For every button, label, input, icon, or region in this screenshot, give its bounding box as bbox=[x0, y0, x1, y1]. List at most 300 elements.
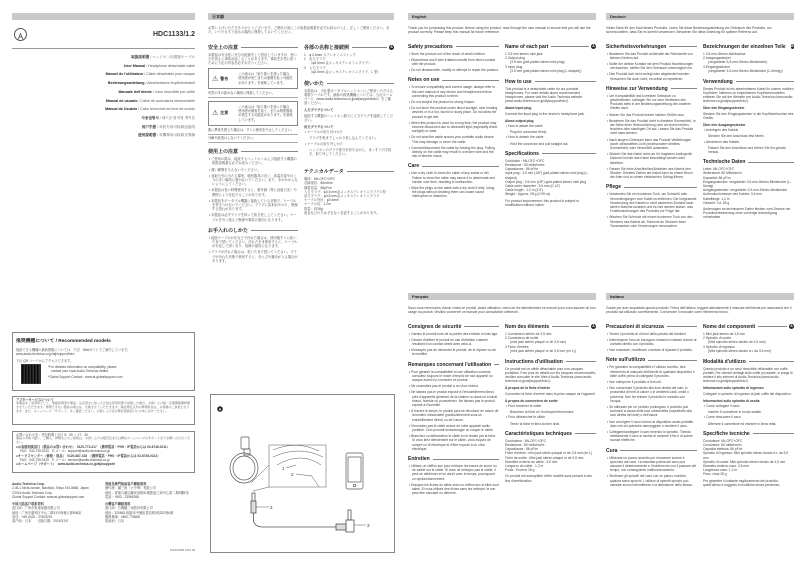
spec-line: Widerstand: 80 Milliohm/m bbox=[703, 171, 742, 176]
spec-line: ケーブル長：1.2m bbox=[304, 202, 331, 207]
manual-title-language: Manuale dell'utente bbox=[118, 89, 152, 94]
section-heading: 使用上の注意 bbox=[208, 148, 298, 155]
spec-line: 芯線抵抗：80mΩ/m bbox=[304, 181, 334, 186]
contact-line: 进口商：广州市奥速电器有限公司 bbox=[12, 506, 60, 511]
list-item: • Connect/disconnect the cable by holding the plug. Pulling directly on the cable may result in a broken wire and the risk of electric shock. bbox=[408, 146, 499, 159]
list-item: • Strofinare gli spinotti del cavo con un panno morbido, qualora siano sporchi. L'utilizzo di spinotti sporchi può causare suono intermittente o la distorsione dello stesso. bbox=[606, 474, 697, 487]
list-item: • Do not store the product under direct sunlight, near heating devices or in a hot, humid or dusty place. Do not allow the product to get wet. bbox=[408, 106, 499, 119]
paragraph: Questo prodotto è un cavo rimovibile utilizzabile con cuffie portatili. Per ulteriori dettagli sulle cuffie più adatte, si prega di visitare il sito internet di Audio-Technica (www.audio-technica.co.jp/atj/support/hdc/). bbox=[703, 366, 793, 384]
section-italiano bbox=[606, 293, 794, 489]
spec-line: 1 3,5-mm-Stereo-Minibuchse bbox=[703, 51, 746, 56]
manual-title-product: / Headphone detachable cable bbox=[145, 63, 195, 68]
spec-line: 1 Mini jack stereo da 3,5 mm bbox=[703, 331, 746, 336]
section-heading: Modalità d'utilizzo bbox=[703, 359, 794, 365]
intro-text: Nous vous remercions d'avoir choisi ce produit. Avant utilisation, merci de lire attentivement ce manuel pour vous assurer du bon usage du produit. Veuillez conserver ce manuel pour consultation ultérieure. bbox=[408, 306, 596, 315]
after-service-title: アフターサービスについて bbox=[16, 398, 54, 402]
paragraph: Stecken Sie den Eingangsstecker in die Kopfhörerbuchse des Geräts. bbox=[703, 111, 794, 120]
list-item-detail: Fassen Sie den Anschluss und ziehen Sie ihn gerade heraus. bbox=[708, 145, 786, 155]
heading-text: Nom des éléments bbox=[505, 323, 550, 330]
spec-line: Diametro esterno cavo: 3,6 mm bbox=[703, 464, 749, 469]
spec-line: Kapazität: 86 pF/m bbox=[703, 175, 731, 180]
list-item: • Bewahren Sie das Produkt nicht in direktem Sonnenlicht, in der Nähe einer Heizvorrichtung oder an einem heißen, feuchten oder staubigen Ort auf. Lassen Sie das Produkt nicht nass werden. bbox=[606, 119, 697, 136]
manual-title bbox=[12, 105, 195, 114]
spec-line: 2 Ausgangsstecker bbox=[703, 55, 731, 60]
warning-label: 警告 bbox=[220, 75, 229, 81]
manual-title bbox=[12, 53, 195, 62]
intro-text: Thank you for purchasing this product. Before using the product, read through the user manual to ensure that you will use the product correctly. Please keep this manual for future reference. bbox=[408, 26, 591, 35]
leader-lines bbox=[256, 465, 366, 525]
spec-line: Fiche de sortie : Mini jack stéréo plaqué or de 3,5 mm bbox=[505, 455, 584, 460]
heading-text: 各部の名称と接続例 bbox=[304, 44, 350, 51]
tw-title: 台灣客戶聯絡資料 bbox=[105, 502, 131, 507]
spec-line: 導体：6N-OFC+OFC bbox=[304, 177, 336, 182]
company-info bbox=[12, 482, 102, 524]
spec-line: 2 Spinotto di uscita bbox=[703, 335, 731, 340]
list-item-detail: Branchez la fiche en l'enfonçant fermement. bbox=[510, 410, 575, 415]
list-item: • Pour débrancher le câble bbox=[505, 415, 596, 419]
audio-technica-logo-icon bbox=[14, 28, 27, 41]
section-francais bbox=[408, 293, 596, 497]
smartphone-icon bbox=[346, 453, 363, 489]
manual-title-language: Manual do Usuário bbox=[105, 107, 138, 112]
list-item: • Ne soumettez pas le produit à un choc violent. bbox=[408, 384, 499, 388]
spec-line: 3 Eingangsstecker bbox=[703, 65, 731, 70]
list-item: • Wipe the plugs on the cable with a dry cloth if dirty. Using the plugs without cleaning them can cause sound interruption or distortion. bbox=[408, 186, 499, 199]
column bbox=[505, 39, 596, 209]
subheading: Informazioni sullo spinotto di uscita bbox=[703, 398, 760, 403]
list-item: • Pour garantir la compatibilité et une utilisation correcte, consultez toujours le mode d'emploi de tout appareil ou casque avant d'y connecter ce produit. bbox=[408, 370, 499, 383]
list-item: • Branchez ou débranchez le câble en le tenant par la fiche. Si vous tirez directement sur le câble, vous risquez de rompre un fil électrique et d'être exposé à un choc électrique. bbox=[408, 434, 499, 451]
contact-line: 總代理：鐵三角（大中華）有限公司 bbox=[105, 486, 156, 491]
section-columns bbox=[408, 319, 596, 498]
list-item: • Non sottoporre il prodotto a forti urti. bbox=[606, 380, 697, 384]
spec-line: Diamètre externe du câble : 3,6 mm bbox=[505, 459, 558, 464]
spec-line: Conducteur : 6N-OFC+OFC bbox=[505, 438, 546, 443]
spec-line: 質量：約28g bbox=[304, 206, 323, 211]
section-header: Français bbox=[408, 293, 596, 300]
model-number: HDC1133/1.2 bbox=[152, 31, 195, 38]
contact-line: 原產地：日本 bbox=[105, 519, 125, 524]
part-label-1: 1 bbox=[282, 466, 285, 471]
spec-line: Capacitance : 86 pF/m bbox=[505, 447, 539, 452]
heading-text: Name of each part bbox=[505, 43, 549, 50]
manual-title bbox=[12, 70, 195, 79]
list-item: • How to detach the cable bbox=[505, 135, 596, 139]
caution-item: 肌に異常を感じた場合は、すぐに使用を中止してください。 bbox=[208, 127, 298, 135]
spec-line: 1 Connecteur stéréo de 3,5 mm bbox=[505, 331, 552, 336]
section-heading: Note sull'utilizzo bbox=[606, 357, 697, 363]
recommended-url[interactable]: www.audio-technica.co.jp/atj/support/hdc/ bbox=[16, 352, 75, 357]
manual-titles bbox=[12, 53, 195, 140]
section-heading: お手入れのしかた bbox=[208, 227, 298, 234]
homepage-link[interactable]: ●ホームページ（サポート） www.audio-technica.co.jp/atj/support/ bbox=[16, 462, 115, 467]
list-item-detail: (3.5 mm gold-plated stereo mini plug) bbox=[510, 60, 565, 64]
manual-title-product: / Abnehmbares Kopfhörerkabel bbox=[144, 81, 195, 86]
section-columns bbox=[408, 39, 596, 209]
spec-line: Poids : Environ 28 g bbox=[505, 468, 535, 473]
contact-hours: お問い合わせ先・受付時間 / 平日 9：00 ～ 17：30 bbox=[16, 433, 88, 437]
list-item: • N'enroulez pas le câble autour de votre appareil audio portable. Ceci pourrait endommager ou couper le câble. bbox=[408, 424, 499, 432]
spec-line: 改良などのため予告なく変更することがあります。 bbox=[304, 210, 380, 215]
manual-title bbox=[12, 123, 195, 132]
list-item: • Um Kompatibilität und korrekten Gebrauch zu gewährleisten, schlagen Sie vor dem Verbinden des Produkts stets in der Bedienungsanleitung des anderen Geräts nach. bbox=[606, 94, 697, 111]
caution-text: この表示は「取り扱いを誤った場合、使用者が傷害を負う、または物的損害が発生する可能性があります」を意味しています。 bbox=[238, 105, 293, 122]
list-item: • Utilisez un chiffon sec pour nettoyer les traces de sueur ou de saleté sur le câble. Si vous ne nettoyez pas le câble, il peut se détériorer et se durcir avec le temps, provoquant un dysfonctionnement. bbox=[408, 464, 499, 481]
list-item-detail: Tenez la fiche et tirez-la bien droit. bbox=[510, 421, 561, 426]
paragraph: Dieses Produkt ist ein abnehmbares Kabel für unsere mobilen Kopfhörer. Näheres zu empfohlenen Kopfhörermodellen erfahren Sie auf der Website von Audio-Technica (www.audio-technica.co.jp/atj/support/hdc/). bbox=[703, 86, 794, 104]
section-header: English bbox=[408, 13, 596, 20]
recommended-jp-text: 接続できる機種の最新情報については、下記 Webサイトでご案内しています。 bbox=[16, 348, 131, 352]
spec-line: Capacitance : 86 pF/m bbox=[505, 167, 539, 172]
spec-line: Peso: circa 28 g bbox=[703, 472, 727, 477]
figure-marker-icon: A bbox=[790, 324, 793, 329]
spec-line: Spinotto di uscita: Mini spinotto stereo dorato da 3,5 mm bbox=[703, 459, 786, 464]
spec-line: Cable length : 1.2 m (3.9') bbox=[505, 188, 543, 193]
section-heading: Verwendung bbox=[703, 79, 794, 85]
manual-title bbox=[12, 114, 195, 123]
paragraph: Collegare lo spinotto di ingresso al jack cuffie del dispositivo. bbox=[703, 391, 792, 396]
headphone-icon bbox=[230, 437, 258, 483]
contact-text: 製品のお取り扱い、ご購入、修理などのご相談は、お買い上げの販売店または弊社ホームページのサポートまでお問い合わせください。 bbox=[16, 436, 190, 445]
list-item: • To ensure compatibility and correct usage, always refer to the user manual of any device and headphones before connecting this product to them. bbox=[408, 85, 499, 98]
section-heading: Sicherheitsvorkehrungen bbox=[606, 44, 697, 50]
spec-line: Conductor : 6N-OFC+OFC bbox=[505, 158, 545, 163]
warning-item: 幼児の手の届かない場所に保管してください。 bbox=[208, 90, 298, 98]
list-item-detail: (Mini spinotto stereo dorato da 3,5 mm) bbox=[708, 340, 766, 344]
list-item-detail: (mini jack stéréo plaqué or de 3,5 mm) bbox=[510, 340, 567, 344]
manual-title-product: / ヘッドホン用着脱ケーブル bbox=[149, 55, 195, 59]
list-item: • À travers le temps, le produit peut se décolorer en raison de la lumière ultraviolette (particulièrement sous un ensoleillement direct) ou de l'usure. bbox=[408, 409, 499, 422]
list-item: • 直射日光の当たる場所、暖房器具の近く、高温多湿やほこりの多い場所に置かないでください。また、水がかからないようにしてください。 bbox=[208, 174, 298, 187]
service-center: ●サービスセンター（修理・部品） 0120-887-416 （携帯電話・PHS・IP電話からは 03-6746-0212） bbox=[16, 453, 161, 458]
warning-icon: ⚠ bbox=[212, 75, 219, 83]
section-heading: Technische Daten bbox=[703, 159, 794, 165]
spec-line: 3 Spinotto di ingresso bbox=[703, 345, 735, 350]
manual-title bbox=[12, 79, 195, 88]
list-item: • Ne laissez pas le produit exposé à l'ensoleillement direct, près d'appareils générant de la chaleur ou dans un endroit chaud, humide ou poussiéreux. Ne laissez pas le produit exposé à l'humidité. bbox=[408, 390, 499, 407]
spec-line: Gewicht: Ca. 28 g bbox=[703, 200, 730, 205]
paragraph: 本製品は安全性に充分な配慮をして設計していますが、使い方を誤ると事故が起こることがあります。事故を未然に防ぐために下記の内容を必ずお守りください。 bbox=[208, 52, 298, 65]
spec-line: Außendurchmesser des Kabels: 3,6 mm bbox=[703, 192, 762, 197]
caution-item: 分解や改造はしないでください。 bbox=[208, 135, 298, 143]
intro-text: Grazie per aver acquistato questo prodotto. Prima dell'utilizzo, leggere attentamente il manuale dell'utente per assicurarsi che il prodotto sia utilizzato correttamente. Conservare il manuale come riferimento futuro. bbox=[606, 306, 792, 315]
contact-line: 地址：320863 桃園市中壢區普忠路2段322巷6號 bbox=[105, 510, 174, 515]
service-center-fax: FAX：042-739-9120 E メール：service@audio-technica.co.jp bbox=[20, 458, 110, 462]
subheading: Informazioni sullo spinotto di ingresso bbox=[703, 386, 764, 391]
part-item: （φ3.5mm 金メッキステレオミニプラグ） bbox=[309, 61, 372, 65]
list-item: • Wickeln Sie das Kabel nicht um Ihr tragbares Audiogerät. Dadurch könnte das Kabel beschädigt werden oder abreißen. bbox=[606, 152, 697, 165]
list-item: • Gardez le produit hors de la portée des enfants en bas âge. bbox=[408, 332, 499, 336]
list-item: • Cessez d'utiliser le produit en cas d'irritation cutanée résultant d'un contact direct avec celui-ci. bbox=[408, 338, 499, 346]
list-item: • Do not wind the cable around your portable audio device. This may damage or sever the cable. bbox=[408, 135, 499, 143]
column bbox=[703, 39, 794, 231]
contact-line: 地址：广州市越秀区中山二路31号尚雅大厦508室 bbox=[12, 510, 82, 515]
part-label-2-closeup: 2 bbox=[291, 472, 294, 477]
list-item-detail: Hold the connector and pull straight out. bbox=[510, 141, 569, 146]
list-item: • Come rimuovere il cavo bbox=[703, 415, 794, 419]
part-label-2: 2 bbox=[270, 505, 273, 510]
subheading: À propos du connecteur de sortie bbox=[505, 398, 558, 403]
paragraph: 接続する機器のヘッドホン端子に入力プラグを接続してください。 bbox=[304, 113, 394, 122]
list-item: • Use a dry cloth to clean the cable of any sweat or dirt. Failure to clean the cable may cause it to deteriorate and harden over time, resulting in malfunction. bbox=[408, 171, 499, 184]
figure-marker-label: A bbox=[218, 407, 222, 412]
section-heading bbox=[505, 324, 596, 330]
manual-title-language: User Manual bbox=[123, 63, 146, 68]
manual-title-language: 取扱説明書 bbox=[131, 55, 150, 59]
list-item-detail: Inserire il connettore in modo stabile. bbox=[708, 410, 762, 415]
list-item: • ケーブルの取り付けかた bbox=[304, 130, 394, 134]
figure-marker-icon: A bbox=[390, 44, 393, 49]
list-item: • Das Produkt darf nicht zerlegt oder abgeändert werden. Versuchen Sie auch nicht, es selbst zu reparieren. bbox=[606, 72, 697, 80]
list-item: • Fassen Sie beim Anschließen/Abziehen des Kabels den Stecker. Direktes Ziehen am Kabel kann zu einem Bruch der Ader und zu einem elektrischen Schlag führen. bbox=[606, 167, 697, 180]
list-item-detail: (3.5 mm gold-plated stereo mini plug (L-shaped)) bbox=[510, 69, 582, 74]
cable-icon bbox=[251, 493, 354, 532]
section-header: Deutsch bbox=[606, 13, 794, 20]
figure-marker-icon: A bbox=[592, 44, 595, 49]
section-heading: Instructions d'utilisation bbox=[505, 359, 596, 365]
list-item: • Wischen Sie Schmutz mit einem trockenen Tuch von den Steckern des Kabels ab. Schmutz an Steckern kann Tonaussetzer oder Verzerrungen verursachen. bbox=[606, 215, 697, 228]
list-item: • 本製品をポータブル機器に接続している状態で、ケーブルを巻きつけないでください。プラグに負担がかかり、断線する恐れがあります。 bbox=[208, 199, 298, 212]
manual-title bbox=[12, 131, 195, 140]
section-heading: How to use bbox=[505, 79, 596, 85]
section-heading: Specifications bbox=[505, 151, 596, 157]
section-heading: Safety precautions bbox=[408, 44, 499, 50]
paragraph: Änderungen an technischen Daten bleiben zum Zwecke der Produktverbesserung ohne vorherige Ankündigung vorbehalten. bbox=[703, 207, 791, 220]
company-global-support: Global Support Contact: www.at-globalsupport.com bbox=[12, 494, 85, 499]
warning-box bbox=[208, 68, 298, 89]
list-item: • Per garantire la compatibilità e l'utilizzo corretto, fare riferimento al manuale dell'utente di qualsiasi dispositivo e delle cuffie prima di collegarvi il prodotto. bbox=[606, 365, 697, 378]
section-deutsch bbox=[606, 13, 794, 230]
manual-title-language: Manual de usuario bbox=[105, 98, 138, 103]
company-address: 2-46-1 Nishi-naruse, Machida, Tokyo 194-8666, Japan bbox=[12, 486, 89, 491]
manual-title-product: / Câble détachable pour casque bbox=[143, 72, 195, 77]
section-header: Italiano bbox=[606, 293, 794, 300]
document-code: 152A07890 2016.09 bbox=[169, 548, 195, 552]
list-item: • ご使用の際は、接続するヘッドホンおよび接続する機器の取扱説明書も必ずお読みください。 bbox=[208, 157, 298, 165]
list-item: • Do not disassemble, modify or attempt to repair the product. bbox=[408, 68, 499, 72]
contact-box bbox=[12, 431, 195, 473]
customer-center-fax: FAX：042-739-9120 E メール：support@audio-technica.co.jp bbox=[20, 449, 111, 454]
list-item: • How to attach the cable bbox=[505, 124, 596, 128]
spec-line: ケーブル外径：φ3.6mm bbox=[304, 198, 339, 203]
list-item-detail: Plug the connector firmly. bbox=[510, 130, 547, 135]
divider bbox=[12, 48, 195, 49]
contact-line: 原产地：日本 出版日期：2016年9月 bbox=[12, 519, 69, 524]
spec-line: Cable outer diameter : 3.6 mm (0.14") bbox=[505, 184, 561, 189]
spec-line: Conduttore: 6N-OFC+OFC bbox=[703, 438, 743, 443]
spec-line: Input plug : 3.5 mm (1/8") gold-plated stereo mini plug (L-shaped) bbox=[505, 171, 589, 180]
spec-line: Weight : Approx. 28 g (0.99 oz) bbox=[505, 192, 551, 197]
paragraph: Connect the input plug to the device's headphone jack. bbox=[505, 111, 585, 116]
list-item: • Setzen Sie das Produkt keinen starken Stößen aus. bbox=[606, 113, 697, 117]
section-english bbox=[408, 13, 596, 209]
list-item: • Come collegare il cavo bbox=[703, 404, 794, 408]
paragraph: For product improvement, this product is subject to modification without notice. bbox=[505, 198, 580, 207]
section-columns bbox=[606, 319, 794, 489]
heading-text: Nome dei componenti bbox=[703, 323, 756, 330]
list-item-detail: (Mini spinotto stereo dorato a L da 3,5 mm) bbox=[708, 349, 771, 354]
subheading: Über den Eingangsstecker bbox=[703, 106, 745, 111]
list-item: • Essuyez les fiches du câble avec un chiffon sec si elles sont sales. Si vous utilisez des fiches sans les nettoyer, le son peut être saccadé ou déformé. bbox=[408, 483, 499, 496]
list-item: • 強い衝撃を与えないでください。 bbox=[208, 168, 298, 172]
list-item-detail: (mini jack stéréo plaqué or de 3,5 mm (en L)) bbox=[510, 349, 576, 354]
contact-line: 服務專線：0800-776688 bbox=[105, 515, 140, 520]
connection-diagram bbox=[210, 394, 395, 553]
manual-title-product: / Cavo rimovibile per cuffie bbox=[151, 89, 195, 94]
subheading: About input plug bbox=[505, 106, 532, 111]
section-columns bbox=[606, 39, 794, 231]
caution-icon: ⚠ bbox=[212, 110, 219, 118]
part-item: 1 φ 3.5mm ステレオミニジャック bbox=[304, 52, 356, 57]
list-item: • プラグが汚れた場合は、乾いた布で拭いてください。プラグが汚れた状態で使用すると、音とびや雑音が入る場合があります。 bbox=[208, 250, 298, 263]
contact-line: 進口商：台灣鐵三角股份有限公司 bbox=[105, 506, 153, 511]
hk-title: 香港及澳門地區客戶聯絡資料 bbox=[105, 482, 147, 486]
recommended-models-box bbox=[12, 332, 195, 391]
section-heading: Caractéristiques techniques bbox=[505, 431, 596, 437]
manual-title-product: / Cabo removível do fone de ouvido bbox=[137, 107, 195, 112]
subheading: 入力プラグについて bbox=[304, 108, 334, 113]
section-japanese bbox=[208, 13, 394, 265]
list-item: • N'essayez pas de démonter le produit, de le réparer ou de le modifier. bbox=[408, 348, 499, 356]
list-item: • Interrompere l'uso se insorgono irritazioni cutanee dovute al contatto diretto con il prodotto. bbox=[606, 338, 697, 346]
spec-line: 3 Input plug bbox=[505, 65, 523, 70]
after-service-text: 本製品をご家庭用として、取扱説明書や製品・注意書きに従った正常な使用状態で故障した場合、お買い上げ後一定期間無償修理させていただきます。修理できない製品の場合は、交換させていただきます。保証規定以外の修理料金は、お客様のご負担となります。また、ホームページ「サポート」をご確認ください。お買い上げ店か弊社相談窓口にお申し付けください。 bbox=[16, 401, 190, 414]
column bbox=[408, 319, 499, 498]
recommended-en-1: *For detailed information on compatibility, please bbox=[48, 364, 117, 369]
manual-title-language: Manuel de l'utilisateur bbox=[105, 72, 144, 77]
list-item: • Non conservare il prodotto alla luce diretta del sole, in prossimità di fonti di calore o in ambienti caldi, umidi o polverosi. Non far entrare il prodotto in contatto con l'acqua. bbox=[606, 386, 697, 403]
section-heading: Care bbox=[408, 163, 499, 169]
spec-line: Kabellänge: 1,2 m bbox=[703, 196, 730, 201]
part-item: 3 入力プラグ bbox=[304, 66, 326, 71]
manual-title bbox=[12, 97, 195, 106]
qr-code-icon bbox=[22, 365, 40, 383]
section-heading: Entretien bbox=[408, 456, 499, 462]
subheading: About output plug bbox=[505, 118, 534, 123]
warning-text: この表示は「取り扱いを誤った場合、使用者が死亡または重傷を負う可能性があります」を意味しています。 bbox=[238, 72, 293, 85]
section-heading: Hinweise zur Verwendung bbox=[606, 86, 697, 92]
section-heading: テクニカルデータ bbox=[304, 168, 394, 175]
column bbox=[505, 319, 596, 498]
list-item: • Se utilizzato per un periodo prolungato, il prodotto può scolorirsi a causa della luce ultravioletta (soprattutto alla luce diretta del sole) o dell'usura. bbox=[606, 405, 697, 418]
spec-line: 出力プラグ：φ3.5 mm金メッキステレオミニプラグ bbox=[304, 194, 380, 199]
list-item-detail: Afferrare il connettore ed estrarre in linea retta. bbox=[708, 421, 777, 426]
spec-line: 1 3.5 mm stereo mini jack bbox=[505, 51, 543, 56]
list-item: • ケーブルの取り外しかた bbox=[304, 142, 394, 146]
copyright: ©2016 Audio-Technica Corp. bbox=[12, 490, 53, 495]
list-item: • Pour brancher le câble bbox=[505, 404, 596, 408]
spec-line: Leiter: 6N-OFC+OFC bbox=[703, 167, 735, 172]
spec-line: 入力プラグ：φ3.5 mm金メッキステレオミニプラグ L型 bbox=[304, 189, 386, 194]
spec-line: Capacità elettrica: 86 pF/m bbox=[703, 447, 743, 452]
spec-line: Conduttore: 80 milliohm/m bbox=[703, 443, 742, 448]
list-item: • Utilizzare un panno asciutto per rimuovere sudore e sporcizia dal cavo. La mancata pulizia del cavo può causare il deterioramento e l'indurimento con il passare del tempo, con conseguente malfunzionamento. bbox=[606, 456, 697, 473]
qr-caption: 下の QR コードからアクセスできます。 bbox=[16, 358, 74, 363]
list-item: • Non avvolgere il cavo intorno al dispositivo audio portatile, dato che ciò potrebbe danneggiare o recidere il cavo. bbox=[606, 420, 697, 428]
figure-marker-icon: A bbox=[791, 44, 794, 49]
list-item-detail: (vergoldeter 3,5-mm-Stereo-Ministecker (L-förmig)) bbox=[708, 69, 783, 74]
paragraph: This product is a detachable cable for our portable headphones. For more details about recommended headphones, please visit the Audio-Technica website (www.audio-technica.co.jp/atj/support/hdc/). bbox=[505, 86, 583, 104]
paragraph: Per garantire il costante miglioramento del prodotto, quest'ultimo è soggetto a modifiche senza preavviso. bbox=[703, 478, 781, 487]
paragraph: 本製品は、当社製ポータブルヘッドホンにご使用いただける着脱ケーブルです。最新の推奨機種については、当社ホームページ（www.audio-technica.co.jp/atj/support/hdc/）をご確認ください。 bbox=[304, 88, 393, 106]
spec-line: Resistance : 80 milliohm/m bbox=[505, 163, 545, 168]
list-item: • 本製品は必ずプラグを持って抜き差ししてください。ケーブルを引っ張ると断線や事故の原因になります。 bbox=[208, 213, 298, 221]
manual-title-language: 使用說明書 bbox=[138, 133, 157, 138]
spec-line: Lunghezza cavo: 1,2 m bbox=[703, 468, 738, 473]
spec-line: 静電容量：86pF/m bbox=[304, 185, 332, 190]
list-item: • Collegare/scollegare il cavo tenendo lo spinotto. Tirando direttamente il cavo si rischia di rompere il filo e di subire scosse elettriche. bbox=[606, 430, 697, 443]
intro-text: お買い上げいただきありがとうございます。ご使用の前にこの取扱説明書を必ずお読みのうえ、正しくご使用ください。また、いつでもすぐ読める場所に保管しておいてください。 bbox=[208, 26, 390, 35]
list-item: • Anbringen des Kabels bbox=[703, 128, 794, 132]
section-heading: 使いかた bbox=[304, 80, 394, 87]
spec-line: 3 Fiche d'entrée bbox=[505, 345, 529, 350]
section-heading bbox=[703, 324, 794, 330]
manual-title-product: / 耳機專用可拆卸式導線 bbox=[156, 133, 195, 138]
regional-info bbox=[105, 482, 195, 524]
recommended-en-2: contact your local Audio-Technica dealer. bbox=[51, 369, 109, 374]
list-item: • Tenere il prodotto al di fuori della portata dei bambini. bbox=[606, 332, 697, 336]
column bbox=[703, 319, 794, 489]
column bbox=[408, 39, 499, 209]
spec-line: Spinotto di ingresso: Mini spinotto stereo dorato a L da 3,5 mm bbox=[703, 451, 789, 460]
manual-title-product: / Cable de auriculares desmontable bbox=[137, 98, 195, 103]
manual-title bbox=[12, 88, 195, 97]
jack-closeup bbox=[251, 445, 326, 491]
part-label-3: 3 bbox=[367, 523, 370, 528]
manual-title bbox=[12, 62, 195, 71]
contact-line: 地址：香港九龍紅磡民裕街51號凱旋工商中心第二期9樓E室 bbox=[105, 490, 189, 495]
spec-line: Longueur du câble : 1,2 m bbox=[505, 464, 544, 469]
manual-title-language: 用户手册 bbox=[141, 124, 157, 129]
list-item: • Non smontare, modificare o tentare di riparare il prodotto. bbox=[606, 348, 697, 352]
spec-line: Eingangsstecker: vergoldeter 3,5-mm-Stereo-Ministecker (L-förmig) bbox=[703, 179, 792, 189]
section-heading: Specifiche tecniche bbox=[703, 431, 794, 437]
manual-title-product: / 耳机专用可拆卸连接线 bbox=[156, 124, 195, 129]
section-heading: Precauzioni di sicurezza bbox=[606, 324, 697, 330]
list-item-detail: ヘッドホンのプラグ部分を持ちながら、まっすぐ引き抜き、取り外してください。 bbox=[309, 147, 392, 157]
list-item: • Discontinue use if skin irritation results from direct contact with the product. bbox=[408, 58, 499, 66]
caution-label: 注意 bbox=[220, 110, 229, 116]
section-heading bbox=[703, 44, 794, 50]
after-service-box bbox=[12, 396, 195, 425]
list-item: • Store the product out of the reach of small children. bbox=[408, 52, 499, 56]
heading-text: Bezeichnungen der einzelnen Teile bbox=[703, 43, 786, 50]
section-heading: Pflege bbox=[606, 184, 697, 190]
manual-title-language: Bedienungsanleitung bbox=[107, 81, 145, 86]
section-heading: Consignes de sécurité bbox=[408, 324, 499, 330]
subheading: 出力プラグについて bbox=[304, 125, 334, 130]
section-heading bbox=[505, 44, 596, 50]
global-support: *Global Support Contact : www.at-globalsupport.com bbox=[48, 375, 123, 380]
figure-marker-icon: A bbox=[592, 324, 595, 329]
part-item: 2 出力プラグ bbox=[304, 56, 326, 61]
list-item: • When this product is used for a long time, the product may become discolored due to ultraviolet light (especially direct sunlight) or wear. bbox=[408, 121, 499, 134]
spec-line: 2 Connecteur de sortie bbox=[505, 335, 539, 340]
paragraph: Ce produit est susceptible d'être modifié sans préavis à des fins d'amélioration. bbox=[505, 474, 592, 483]
list-item: • Bewahren Sie das Produkt außerhalb der Reichweite von kleinen Kindern auf. bbox=[606, 52, 697, 60]
subheading: À propos de la fiche d'entrée bbox=[505, 386, 551, 391]
manual-title-language: 사용설명서 bbox=[141, 115, 159, 120]
list-item: • 接続ケーブルが汗などで汚れた場合は、使用後すぐに乾いた布で拭いてください。汚れたまま使用すると、ケーブルが劣化して固くなり、故障の原因になります。 bbox=[208, 236, 298, 249]
spec-line: 2 Output plug bbox=[505, 55, 525, 60]
section-heading: Remarques concernant l'utilisation bbox=[408, 362, 499, 368]
section-heading: Cura bbox=[606, 448, 697, 454]
spec-line: Résistance : 80 milliohm/m bbox=[505, 443, 545, 448]
column bbox=[606, 319, 697, 489]
contact-line: 电话：+86 (0)20 - 37603291 bbox=[12, 515, 53, 520]
list-item: • 本製品は長い時間使用すると、紫外線（特に直射日光）や摩擦により変色することがあります。 bbox=[208, 188, 298, 196]
manual-title-product: / 헤드폰 탈착형 케이블 bbox=[158, 115, 195, 120]
